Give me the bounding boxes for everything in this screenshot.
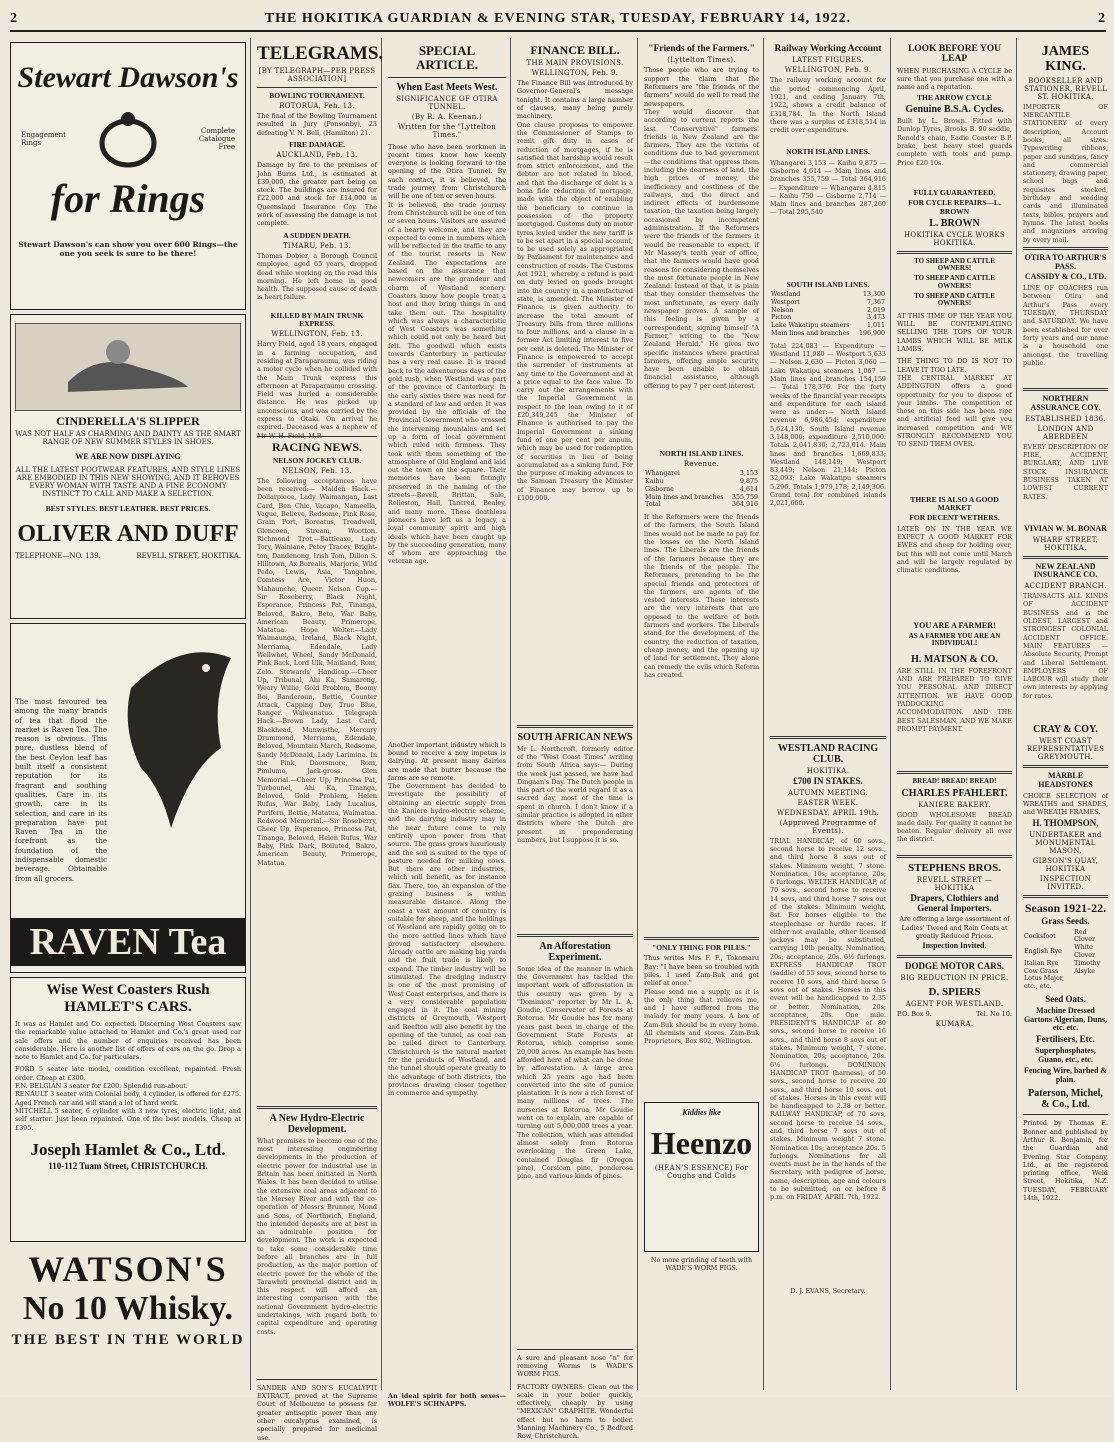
racing-secretary: D. J. EVANS, Secretary. [790, 1286, 866, 1295]
reduced-line: Are offering a large assortment of Ladies' Tweed and Rain Coats at greatly Reduced Prices. [899, 915, 1010, 941]
only-thing-text: Thus writes Mrs F. F., Tokomaru Bay: "I have been so troubled with piles. I used Zam-Buk and got relief at once." [644, 954, 759, 988]
wethers-body: LATER ON IN THE YEAR WE EXPECT A GOOD MARKET FOR EWES and sheep for holding over, but this will not come until March and will be largely regulated by climatic conditions. [897, 524, 1012, 575]
hamlet-cars-ad [10, 977, 246, 1242]
greymouth-reps: WEST COAST REPRESENTATIVES GREYMOUTH. [1026, 737, 1105, 762]
hamlet-heading: Wise West Coasters Rush HAMLET'S CARS. [46, 982, 210, 1015]
nis-heading: NORTH ISLAND LINES. [786, 147, 870, 157]
railway-dateline: WELLINGTON, Feb. 9. [784, 66, 872, 75]
death-text: Thomas Dobier, a Borough Council employee, aged 65 years, dropped dead while working on the road this morning. He left home in good health. The supposed cause of death is heart failure. [257, 251, 377, 302]
killed-dateline: WELLINGTON, Feb. 13. [271, 330, 363, 339]
afforestation-heading: An Afforestation Experiment. [539, 940, 611, 963]
table-row [770, 291, 886, 299]
heenzo-subtitle: (HEAN'S ESSENCE) For Coughs and Colds [654, 1164, 749, 1181]
h-thompson: H. THOMPSON, [1032, 817, 1099, 828]
table-cell: Main lines and branches [771, 329, 850, 337]
finance-bill-heading: FINANCE BILL. [530, 43, 620, 57]
fire-dateline: AUCKLAND, Feb. 13. [276, 151, 358, 160]
table-cell: Italian Rye [1024, 959, 1059, 967]
wharf-street: WHARF STREET, HOKITIKA. [1032, 535, 1099, 552]
north-island-revenue-table [644, 470, 759, 509]
cinderella-heading: CINDERELLA'S SLIPPER [56, 414, 200, 428]
meeting-date: WEDNESDAY, APRIL 19th. [776, 808, 880, 817]
gibsons-quay: GIBSON'S QUAY, HOKITIKA [1032, 856, 1099, 873]
watsons-whisky-ad [10, 1248, 246, 1358]
raven-bird-icon [111, 628, 241, 888]
cassidy-body: LINE OF COACHES run between Otira and Arthur's Pass every TUESDAY, THURSDAY and SATURDAY. We have been established for over forty years and our name is a household one amongst the travelling public. [1023, 284, 1108, 367]
table-row [644, 494, 759, 502]
racing-heading: RACING NEWS. [271, 440, 362, 455]
table-row [770, 314, 886, 322]
james-king-body: IMPORTER OF MERCANTILE STATIONERY of every description, Account books, all sizes. Typewriting ribbons, paper and sundries, fancy and commercial stationery, drawing paper, school bags and requisites stocked, birthday and wedding cards and illuminated texts, bibles, prayers and hymns. The latest books and magazines arriving by every mail. [1023, 102, 1108, 244]
hamlet-body: It was as Hamlet and Co. expected: Discerning West Coasters saw the remarkable value attached to Hamlet and Co.'s great used car sale offers and the number of enquiries received has been considerable. Here is another list of offers of cars on the go. Drop a note to Hamlet and Co. for particulars. [15, 1020, 241, 1062]
heenzo-brand: Heenzo [650, 1125, 753, 1162]
column-special-article [384, 38, 511, 1409]
table-cell: White Clover [1074, 944, 1096, 959]
look-text: WHEN PURCHASING A CYCLE be sure that you purchase one with a name and a reputation. [897, 66, 1012, 92]
table-cell [1073, 975, 1108, 991]
table-row [770, 307, 886, 315]
bowling-dateline: ROTORUA, Feb. 13. [279, 102, 355, 111]
article-lead: Those who have been workmen in recent times know how keenly everyone is looking forward to the opening of the Otira Tunnel. By such contact, it is believed, the trade journey from Christchurch will be one of ten or seven hours. [388, 142, 506, 201]
paterson-michel: Paterson, Michel, & Co., Ltd. [1028, 1088, 1103, 1111]
finance-lead: The Finance Bill was introduced by Governor-General's message tonight. It contains a large number of clauses, many being purely machinery. [517, 79, 633, 121]
season-heading: Season 1921-22. [1024, 900, 1107, 915]
table-cell: 3,153 [739, 470, 758, 478]
south-island-revenue-table [770, 291, 886, 338]
total-value: 364,916 [731, 501, 758, 509]
oliver-duff-ad [10, 314, 246, 619]
friends-source: (Lyttelton Times). [667, 56, 736, 65]
cassidy: CASSIDY & CO., LTD. [1024, 272, 1107, 282]
dodge-motor-cars: DODGE MOTOR CARS. [904, 961, 1005, 972]
bsa-text: Built by L. Brown. Fitted with Dunlop Tyres, Brooks B. 90 saddle, Renold's chain, Eadie Coaster B.P. brake, best heavy steel guards complete with tools and pump. Price £20 10s. [897, 117, 1012, 167]
table-cell: 3,473 [866, 314, 885, 322]
friends-lead: Those people who are trying to support the claim that the Reformers are "the friends of the farmers" would do well to read the newspapers. [644, 66, 759, 108]
column-right-ads [1019, 38, 1112, 1390]
table-cell: English Rye [1024, 948, 1062, 956]
finance-dateline: WELLINGTON, Feb. 9. [531, 69, 619, 78]
stewart-dawson-ad [10, 42, 246, 310]
seeds-table [1023, 929, 1108, 991]
drapers-line: Drapers, Clothiers and General Importers. [910, 892, 999, 913]
bread-body: GOOD WHOLESOME BREAD made daily. For quality it cannot be beaten. Regular delivery all over the district. [897, 810, 1012, 844]
column-railway-account [766, 38, 891, 1390]
nelson-dateline: NELSON, Feb. 13. [281, 466, 353, 475]
good-market: THERE IS ALSO A GOOD MARKET [910, 494, 999, 513]
table-row [644, 470, 759, 478]
for-rings-heading: for Rings [50, 176, 206, 221]
stephens-bros: STEPHENS BROS. [908, 861, 1001, 874]
machine-dressed: Machine Dressed Gartons Algerian, Duns, etc. etc. [1023, 1005, 1108, 1033]
article-written-for: Written for the "Lyttelton Times." [397, 122, 497, 139]
latest-figures: LATEST FIGURES. [792, 56, 864, 65]
matson-body: ARE STILL IN THE FOREFRONT AND ARE PREPARED TO GIVE YOU PERSONAL AND DIRECT ATTENTION. WE HAVE GOOD PADDOCKING ACCOMMODATION. AND THE BEST SALESMAN, AND WE MAKE PROMPT PAYMENT. [897, 666, 1012, 733]
table-cell: Cocksfoot [1024, 932, 1056, 940]
big-reduction: BIG REDUCTION IN PRICE. [900, 974, 1009, 983]
slipper-illustration [15, 323, 241, 411]
friends-body-1: They would discover that according to current reports the last "Conservative" farmers' friends in New Zealand are the farmers. They are the victims of conditions due to bad government—the conditions that oppress them including the dearness of land, the high prices of money, the inefficiency and costliness of the railways, and the direct and indirect effects of burdensome taxation, the taxation being largely occasioned by incompetent administration. If the Reformers were the friends of the farmers it would be reasonable to expect, if Mr Massey's tenth year of office, that the farmers would have good reasons for considering themselves the most fortunate people in New Zealand. Instead of that, it is plain that they consider themselves the most unfortunate, as every daily newspaper proves. A sample of this feeling is given by a correspondent, signing himself "A Farmer," writing to the "New Zealand Herald." He gives two specific instances where practical farmers, offering ample security, have been unable to obtain financial assistance, although offering to pay 7 per cent interest. [644, 107, 759, 390]
killed-heading: KILLED BY MAIN TRUNK EXPRESS. [270, 310, 364, 329]
press-association-line: [BY TELEGRAPH—PER PRESS ASSOCIATION] [258, 66, 376, 83]
friends-body-2: If the Reformers were the friends of the farmers, the South Island lines would not be made to pay for the losses on the North Island lines. The Liberals are the friends of the farmers because they are the friends of the people. The Reformers, pretending to be the special friends and protectors of the farmers, are agents of the vested interests. These interests are the very interests that are opposed to the welfare of both farmers and workers. The Liberals stand for the development of the country, the reduction of taxation, cheap money, and the opening up of land for settlement. They alone can remedy the evils which Reform has created. [644, 513, 759, 679]
telegrams-heading: TELEGRAMS. [257, 43, 384, 64]
page-number-right: 2 [1097, 11, 1106, 26]
fire-heading: FIRE DAMAGE. [289, 140, 345, 150]
table-cell: Alsyke [1074, 967, 1096, 975]
james-king: JAMES KING. [1041, 44, 1090, 75]
hydro-text: What promises to become one of the most interesting engineering developments in the production of electric power for industrial use in Britain has been initiated in North Wales. It has been decided to utilise the extensive coal areas adjacent to the Mersey River and with the co-operation of Messrs Brunner, Mond and Sons, of Northwich, England, the intended deposits are at best in an admirable position for development. The work is expected to take some considerable time before all branches are in full production, as the major portion of electric power for the whole of the Tarawhiti provincial district and in this respect will afford an interesting comparison with the national Government hydro-electric undertakings, with regard both to capital expenditure and operating costs. [257, 1136, 377, 1336]
table-cell: Gisborne [645, 485, 674, 493]
column-advertisements-left [6, 38, 251, 1390]
bookseller: BOOKSELLER AND STATIONER, REVELL ST. HOKITIKA. [1024, 76, 1107, 101]
kaniere-bakery: KANIERE BAKERY. [918, 800, 991, 809]
hokitika-label: HOKITIKA. [806, 766, 850, 775]
table-cell: Westland [771, 290, 801, 298]
table-cell: Timothy [1074, 959, 1101, 967]
oliver-duff-phone: TELEPHONE—NO. 139. [15, 552, 101, 561]
wade-worm-figs-ad: A sure and pleasant nose "n" for removing Worms is WADE'S WORM FIGS. [517, 1353, 633, 1379]
worm-figs-line: No more grinding of teeth with WADE'S WORM FIGS. [650, 1255, 753, 1272]
nz-insurance: NEW ZEALAND INSURANCE CO. [1033, 561, 1098, 580]
column-telegrams [253, 38, 384, 1442]
charles-pfahlert: CHARLES PFAHLERT. [901, 787, 1008, 799]
engagement-note: Engagement Rings [21, 131, 66, 147]
heenzo-ad [644, 1102, 759, 1252]
table-row [1023, 975, 1108, 991]
undertaker: UNDERTAKER and MONUMENTAL MASON, [1029, 830, 1102, 855]
d-spiers: D. SPIERS [928, 986, 981, 999]
raven-tea-brand: RAVEN Tea [11, 918, 245, 966]
seed-oats: Seed Oats. [1045, 993, 1086, 1004]
only-thing-heading: "ONLY THING FOR PILES." [652, 943, 751, 953]
sis-heading: SOUTH ISLAND LINES. [786, 279, 870, 289]
table-cell: 196,900 [858, 329, 885, 337]
hamlet-address: 110-112 Tuam Street, CHRISTCHURCH. [48, 1160, 208, 1171]
watsons-name: WATSON'S [28, 1249, 228, 1289]
railway-body: Total 224,083 — Expenditure — Westland 11,980 — Westport 5,633 — Nelson 2,630 — Picton 3,060 — Lake Wakatipu steamers 1,067 — Main lines and branches 154,159 — Total 178,376. For the forty weeks of the financial year receipts and expenditure for each island were as under:— North Island revenue 6,986,454; expenditure 5,624,130. South Island revenue 3,148,000; expenditure 2,510,000. Totals 2,041,830; 2,723,014. Main lines and branches 1,669,833; Westland 148,149; Westport 83,449; Nelson 21,144; Picton 32,093; Lake Wakatipu steamers 5,296. Totals 1,979,178; 2,149,306. Grand total for combined islands 2,021,660. [770, 341, 886, 508]
bowling-text: The final of the Bowling Tournament resulted in Jury (Ponsonby), 23 defeating V. N. Bell, (Hamilton) 21. [257, 112, 377, 137]
lambs-text: AT THIS TIME OF THE YEAR YOU WILL BE CONTEMPLATING SELLING THE TOPS OF YOUR LAMBS WHICH WILL BE MILK LAMBS. [897, 311, 1012, 354]
sheep-owners-1: TO SHEEP AND CATTLE OWNERS! [914, 256, 995, 273]
table-cell: Kaihu [645, 477, 664, 485]
wreath-selection: CHOICE SELECTION of WREATHS and SHADES, and WREATH FRAMES. [1023, 791, 1108, 817]
death-dateline: TIMARU, Feb. 13. [282, 241, 352, 250]
racing-programme: TRIAL HANDICAP, of 60 sovs., second horse to receive 12 sovs., and third horse 8 sovs out of stakes. Minimum weight, 7 stone. Nomination, 10s; acceptance, 20s; 6 furlongs. WELTER HANDICAP, of 70 sovs., second horse to receive 14 sovs, and third horse 7 sovs out of the stakes. Minimum weight, 8st. For horses eligible to the steeplechase or hurdle races. If either not available, other licensed jockeys may be substituted, carrying 10lb penalty. Nomination, 20s; acceptance, 20s. 6½ furlongs. EXPRESS HANDICAP TROT (saddle) of 55 sovs, second horse to receive 10 sovs, and third horse 5 sovs out of stakes. Horses in this event will be handicapped to 2.35 or better. Nomination, 20s; acceptance, 20s. One mile. PRESIDENT'S HANDICAP of 80 sovs., second horse to receive 16 sovs., and third horse 8 sovs out of stakes. Minimum weight, 7 stone. Nomination, 20s; acceptance, 20s. 6½ furlongs. DOMINION HANDICAP TROT (harness), of 50 sovs., second horse to receive 20 sovs., and third horse 10 sovs. out of stakes. Horses in this event will be handicapped to 2.38 or better. RAILWAY HANDICAP, of 70 sovs, second horse to receive 14 sovs., and third horse 7 sovs out of stakes. Minimum weight 7 stone. Nomination 10s; acceptance 20s. 5 furlongs. Nominations for all events must be in the hands of the Secretary, with pedigree of horse, name, description, age and colours to be submitted, on or before 8 p.m. on FRIDAY, APRIL 7th, 1922. [770, 836, 886, 1202]
telephone: Tel. No 10. [976, 1010, 1012, 1019]
the-thing-to-do: THE THING TO DO IS NOT TO LEAVE IT TOO LATE. [897, 357, 1012, 374]
death-heading: A SUDDEN DEATH. [283, 230, 351, 240]
table-cell: Main lines and branches [645, 493, 724, 501]
thompson-inspection: INSPECTION INVITED. [1039, 874, 1092, 891]
article-body-2: The Government has decided to investigate the possibility of obtaining an electric supply from the Kaniere hydro-electric scheme, and the dairying industry may in the near future come to rely entirely upon power from that source. The grass grows luxuriously and the soil is suited to the type of pasture needed for milking cows. But there are other industries, which will benefit, as for instance flax. There, too, an expansion of the grazing business is within measurable distance. Along the coast a vast amount of country is suitable for sheep, and the holdings of Westland are rapidly going on to the more settled lines which have proved satisfactory elsewhere. Already cattle are making big yards and the fruit trade is likely to expand. The timber industry will be stimulated. The dredging industry is one of the most promising of West Coast enterprises, and there is a very considerable population engaged in it. The coal mining districts of Greymouth, Westport and Reefton will also benefit by the opening of the tunnel, as coal can be railed direct to Canterbury. Christchurch is the natural market for the products of Westland, and the tunnel should operate greatly to the advantage of both districts, the provinces drawing closer together in commerce and sympathy. [388, 782, 506, 1098]
westland-racing-heading: WESTLAND RACING CLUB. [777, 742, 879, 765]
hamlet-offer-mitchell: MITCHELL 5 seater, 6 cylinder with 3 new tyres, electric light, and self starter. Just been repainted. One of the best models. Cheap at £395. [15, 1106, 241, 1132]
table-row [770, 322, 886, 330]
raven-tea-copy: The most favoured tea among the many brands of tea that flood the market is Raven Tea. The reason is obvious. This pure, dustless blend of the best Ceylon leaf has built itself a consistent reputation for its fragrant and soothing qualities. Care in its growth, care in its selection, and care in its preparation have put Raven Tea in the forefront as the foundation of the indispensable domestic beverage. Obtainable from all grocers. [15, 698, 107, 883]
railway-lead: The railway working account for the period commencing April, 1921, and ending January 7th, 1922, shows a credit balance of £318,784. In the North Island there was a surplus of £318,514 in credit over expenditure. [770, 76, 886, 135]
hydro-heading: A New Hydro-Electric Development. [269, 1112, 365, 1135]
decent-wethers: FOR DECENT WETHERS. [909, 513, 1000, 523]
kiddies-like: Kiddies like [682, 1107, 721, 1117]
otira-arthurs-pass: OTIRA TO ARTHUR'S PASS. [1024, 252, 1107, 271]
table-cell: Whangarei [645, 470, 680, 478]
programme-note: (Approved Programme of Events). [779, 818, 877, 835]
cinderella-line1: WAS NOT HALF AS CHARMING AND DAINTY AS THE SMART RANGE OF NEW SUMMER STYLES IN SHOES. [15, 430, 241, 447]
you-are-farmer: YOU ARE A FARMER! [913, 620, 996, 630]
table-cell: 4,614 [739, 485, 758, 493]
best-line: BEST STYLES. BEST LEATHER. BEST PRICES. [45, 503, 211, 513]
factory-owners-ad: FACTORY OWNERS: Clean out the scale in your boiler quickly, effectively, cheaply by using "MEXICAN" GRAPHITE. Wonderful effect but no harm to boiler. Manning Machinery Co., 5 Bedford Row, Christchurch. [517, 1382, 633, 1441]
watsons-no10: No 10 Whisky. [22, 1290, 234, 1327]
cray-coy: CRAY & COY. [1033, 724, 1098, 736]
page-number-left: 2 [10, 11, 18, 26]
nis-figures: Whangarei 3,153 — Kaihu 9,875 — Gisborne 4,614 — Main lines and branches 355,759 — Total 364,916 — Expenditure — Whangarei 4,815 — Kaihu 750 — Gisborne 2,714 — Main lines and branches 287,260 — Total 295,540 [770, 158, 886, 217]
article-mid: Another important industry which is bound to receive a new impetus is dairying. At present many dairies are made that butter because the farms are so remote. [388, 740, 506, 782]
hamlet-offer-renault: RENAULT 3 seater with Colonial body, 4 cylinder, is offered for £275. Aged French car and will stand a lot of hard work. [15, 1090, 241, 1107]
table-cell: 7,367 [866, 298, 885, 306]
catalogue-note: Complete Catalogue Free [198, 127, 235, 151]
south-african-text: Mr L. Northcroft, formerly editor of the "West Coast Times" writing from South Africa says:— During the week just passed, we have had Dingaan's Day. The Dutch people in this part of the world regard it as a sacred day, most of the time is spent in church. I don't know if a similar practice is adopted in other districts where the Dutch are present in preponderating numbers, but I suppose it is so. [517, 744, 633, 844]
friends-heading: "Friends of the Farmers." [648, 44, 755, 54]
displaying-line: WE ARE NOW DISPLAYING [75, 451, 181, 461]
north-island-table-heading: NORTH ISLAND LINES. [659, 448, 744, 458]
as-farmer: AS A FARMER YOU ARE AN INDIVIDUAL! [908, 631, 1001, 648]
killed-text: Harry Field, aged 18 years, engaged in a farming occupation, and residing at Paraparaumu, was riding a motor cycle when he collided with the Main Trunk express this afternoon at Paraparaumu crossing. Field was hurled a considerable distance. He was picked up unconscious, and was carried by the express to Otaki. On arrival he expired. Deceased was a nephew of Mr W. H. Field, M.P. [257, 340, 377, 440]
vivian-bonar: VIVIAN W. M. BONAR [1024, 523, 1107, 533]
table-cell: Nelson [771, 306, 794, 314]
oliver-duff-name: OLIVER AND DUFF [17, 521, 239, 548]
table-cell: Red Clover [1074, 928, 1096, 944]
table-cell: 1,011 [866, 322, 885, 330]
table-row [644, 478, 759, 486]
masthead [10, 8, 1106, 32]
table-cell: 9,875 [739, 477, 758, 485]
hamlet-offer-fn: F.N. BELGIAN 3 seater for £200. Splendid run-about. [15, 1082, 188, 1091]
column-friends-of-farmers [640, 38, 764, 1390]
cycle-works: HOKITIKA CYCLE WORKS HOKITIKA. [904, 230, 1005, 247]
northern-assurance: NORTHERN ASSURANCE COY. [1030, 394, 1101, 412]
table-row [644, 486, 759, 494]
otira-significance: SIGNIFICANCE OF OTIRA TUNNEL. [396, 94, 498, 111]
masthead-title: THE HOKITIKA GUARDIAN & EVENING STAR, TUESDAY, FEBRUARY 14, 1922. [264, 11, 852, 26]
nelson-jockey-club: NELSON JOCKEY CLUB. [272, 455, 362, 465]
po-box: P.O. Box 9. [897, 1010, 932, 1019]
marble-headstones: MARBLE HEADSTONES [1038, 771, 1093, 789]
fertilisers: Fertilisers, Etc. [1036, 1034, 1095, 1045]
main-provisions: THE MAIN PROVISIONS. [526, 59, 624, 68]
oliver-duff-street: REVELL STREET, HOKITIKA. [136, 552, 241, 561]
superphosphates: Superphosphates, Guano, etc., etc. [1035, 1046, 1096, 1064]
stewart-dawson-name: Stewart Dawson's [17, 61, 239, 94]
table-cell: 355,759 [731, 493, 758, 501]
racing-acceptances-text: The following acceptances have been received:— Maiden Hack.—Dollarpiece, Lady Waimangan, Last Card, Ben Chic, Vacapo, Nameella, Vague, Believe, Redsome, Pink Rose, Grain Port, Boreatus, Treadwell, Glencoen, Stream, Wootton. Richmond Trot.—Battleaxe, Lady Tory, Wainiane, Petey Tracey, Bright-ton, Dandenong, Irish Tom, Dillon S. Hilltown, Ax Borealis, Marjorie, Wild Pedo, Lewis, Asia, Tangahoe, Comtess Ace, Victor Huon, Mahaunche, Queer. Nelson Cup.—Sir Roseberry, Black Night, Esperance, Princess Pat, Tinanga, Beloved, Bakro, Beto, War Baby, American Beauty, Primerope, Matatua. Hope Welter.—Lady Waimaunga, Ireland, Black Night, Merriama, Edendale, Lady Wellwhet, Wheel, Sandy McDonald, Pink Back, Lord Ulk, Maitland, Rom, Zelo. Stewards' Handicap.—Cheer Up, Tribunal, Ahi Ka, Samarong, Weary Willie, Gold Problem, Boomy Boi, Banderoun, Bettie, Counter Attack, Capping Day, True Blue, Ranger. Waiwanatuo. Telegraph Hack.—Brown Lady, Last Card, Blackhead, Munwisthe, Mercury Drummond, Merriama, Edendale, Beloved, Mountain March, Redsome, Sandy McDonald, Lady Larimina. In the Pink, Doorsmore, Rom, Pimlumo, Jack-gross. Glen Memorial.—Cheer Up, Princess Pat, Turbounel, Ahi Ka, Tinanga, Beloved, Gold Problem, Helen Rufus, War Baby, Lady Lucalius, Purifern, Bettie, Matatua, Waimatua. Redwood Memorial.—Sir Roseberry, Cheer Up, Esperance, Princess Pat, Tinanga, Beloved, Helen Rufus, War Baby, Pink Dark, Boiluted, Bakro, American Beauty, Primerope, Matatua. [257, 476, 377, 867]
bsa-cycles: Genuine B.S.A. Cycles. [905, 104, 1004, 116]
hamlet-firm: Joseph Hamlet & Co., Ltd. [30, 1139, 226, 1159]
bowling-heading: BOWLING TOURNAMENT. [269, 90, 365, 100]
arrow-cycle: THE ARROW CYCLE [917, 92, 992, 102]
fire-text: Damage by fire to the premises of John Burns Ltd., is estimated at £39,000, the greater part being on stock. The buildings are insured for £22,000 and stock for £14,000 in Queensland Insurance Coy. The work of assessing the damage is not complete. [257, 161, 377, 228]
finance-body: One clause proposes to empower the Commissioner of Stamps to remit gift duty in cases of reduction of mortgages, if he is satisfied that hardship would result from strict enforcement, and the debtor are not related in blood, and that the discharge of debt is a bona fide reduction of mortgage, made with the object of enabling the beneficiary to continue in possession of the property mortgaged. Customs duty on motor tyres levied under the new tariff is to be set apart in a special account, to be used solely as appropriated by Parliament for maintenance and construction of roads. The Customs Act 1921, whereby a refund is paid on duty levied on goods brought into the country in a manufactured state, is amended. The Minister of Finance is given authority to increase the total amount of Treasury bills from three millions to four millions, and a clause in a former Act limiting interest to five per cent is deleted. The Minister of Finance is empowered to accept the surrender of instruments at any time to the Government and at a price equal to the face value. To carry out the arrangements with the Imperial Government in respect to the loan owing to it of £20,349,245 the Minister of Finance is authorised to pay the Imperial Government a sinking fund of one per cent per annum, which may be used for redemption of securities in lieu of being accumulated as a sinking fund. For the purpose of making advances to the Samoan Treasury the Minister of Finance may borrow up to £100,000. [517, 120, 633, 503]
h-matson: H. MATSON & CO. [911, 653, 998, 665]
established: ESTABLISHED 1836. [1025, 414, 1106, 423]
for-cycle-repairs: FOR CYCLE REPAIRS—L. BROWN [908, 198, 1001, 216]
table-row [1023, 960, 1108, 968]
column-finance-bill [513, 38, 638, 1441]
slipper-icon [58, 332, 198, 402]
kumara: KUMARA. [935, 1020, 974, 1029]
stewart-dawson-tagline: Stewart Dawson's can show you over 600 Rings—the one you seek is sure to be there! [18, 240, 238, 258]
watsons-tagline: THE BEST IN THE WORLD [11, 1332, 245, 1348]
bread-line: BREAD! BREAD! BREAD! [912, 776, 997, 785]
zam-buk-body: Please send me a supply, as it is the only thing that relieves me, and I have suffered from the malady for many years. A box of Zam-Buk should be in every home. All chemists and stores. Zam-Buk Proprietors, Box 802, Wellington. [644, 987, 759, 1046]
table-cell: Lotus Major, etc., etc. [1024, 975, 1065, 991]
nz-insurance-body: TRANSACTS ALL KINDS OF ACCIDENT BUSINESS and is the OLDEST, LARGEST and STRONGEST COLONIAL ACCIDENT OFFICE. MAIN FEATURES — Absolute Security, Prompt and Liberal Settlement. EMPLOYERS OF LABOUR will study their own interests by applying for rates. [1023, 592, 1108, 700]
autumn-meeting: AUTUMN MEETING. [787, 788, 869, 797]
railway-heading: Railway Working Account [774, 44, 882, 54]
raven-tea-ad [10, 623, 246, 973]
ring-icon [93, 109, 163, 169]
l-brown: L. BROWN [929, 217, 980, 229]
accident-branch: ACCIDENT BRANCH. [1024, 582, 1107, 591]
revell-street: REVELL STREET — HOKITIKA [916, 875, 993, 892]
table-cell: Picton [771, 314, 792, 322]
lambs-body: THE CENTRAL MARKET AT ADDINGTON offers a good opportunity for you to dispose of your lambs. The competition of those on this side has been ripe and artificial feed will give you increased competition and WE STRONGLY RECOMMEND YOU TO SEND THEM OVER. [897, 373, 1012, 449]
printer-imprint: Printed by Thomas E. Bonner and published by Arthur R. Benjamin, for the Guardian and Evening Star Company, Ltd., at the registered printing office, Weld Street, Hokitika, N.Z. TUESDAY, FEBRUARY 14th, 1922. [1023, 1119, 1108, 1203]
table-cell: Westport [771, 298, 800, 306]
table-cell: Cow Grass [1024, 967, 1059, 975]
table-row [1023, 929, 1108, 945]
table-cell: Lake Wakatipu steamers [771, 322, 850, 330]
table-row [770, 330, 886, 338]
when-east-meets-west-heading: When East Meets West. [396, 81, 498, 93]
table-row [644, 501, 759, 509]
table-cell: 2,019 [866, 306, 885, 314]
agent-westland: AGENT FOR WESTLAND. [905, 1000, 1004, 1009]
table-row [1023, 944, 1108, 960]
sheep-owners-2: TO SHEEP AND CATTLE OWNERS! [914, 274, 995, 290]
grass-seeds: Grass Seeds. [1041, 915, 1090, 926]
revenue-label: Revenue. [683, 460, 720, 469]
look-before-leap: LOOK BEFORE YOU LEAP [907, 44, 1002, 65]
london-aberdeen: LONDON AND ABERDEEN [1037, 424, 1094, 441]
wolfe-schnapps-ad: An ideal spirit for both sexes—WOLFE'S SCHNAPPS. [388, 1392, 506, 1409]
afforestation-text: Some idea of the manner in which the Government has tackled the important work of afforestation in this country was given by a "Dominion" reporter by Mr L. A. Goudie, Conservator of Forests at Rotorua. Mr Goudie has for many years past been in charge of the Government State Forests at Rotorua, which comprise some 20,000 acres. An example has been afforded here of what can be done by afforestation. A large area which 25 years ago had been converted into the site of pumice plantation. It is now a rich forest of many millions of trees. The nurseries at Rotorua, Mr Goudie went on to explain, are capable of turning out 5,000,000 trees a year. The collection, which was attended almost solely from Rotorua overlooking the Green Lake, contained Douglas fir (Oregon pine), Corsican pine, ponderosa pine, and various kinds of pines. [517, 964, 633, 1181]
fully-guaranteed: FULLY GUARANTEED. [913, 188, 996, 198]
cinderella-line3: ALL THE LATEST FOOTWEAR FEATURES, AND STYLE LINES ARE EMBODIED IN THIS NEW SHOWING, AND IT BEHOVES EVERY WOMAN WITH TASTE AND A FINE ECONOMY INSTINCT TO CALL AND MAKE A SELECTION. [15, 465, 241, 499]
inspection-invited: Inspection Invited. [922, 941, 987, 951]
column-local-ads [893, 38, 1017, 1390]
fencing-wire: Fencing Wire, barbed & plain. [1023, 1065, 1108, 1084]
table-row [1023, 968, 1108, 976]
sheep-owners-3: TO SHEEP AND CATTLE OWNERS! [914, 291, 995, 308]
hamlet-offer-ford: FORD 5 seater late model, condition excellent, repainted. Fresh order. Cheap at £300. [15, 1065, 241, 1082]
table-row [770, 299, 886, 307]
article-body-1: It is believed, the trade journey from Christchurch will be one of ten or seven hours. Visitors are assured of a hearty welcome, and they are expected to come in numbers which will be reflected in the traffic to any of the tourist resorts in New Zealand. The expectations are based on the assurance that newcomers are the grandeur and charm of Westland scenery. Coasters know how people treat a host and they bring things in and take them out. The hospitality which was always a characteristic of West Coasters was something which could not only be heard but felt. The goodwill which exists towards Canterbury in particular has a very real cause. It is traced back to the adventurous days of the gold rush, when Westland was part of the province of Canterbury. In the early sixties there was need for a standard of law and order. It was provided by the officials of the Provincial Government who crossed the intervening mountains and set up a form of local government which ruled with firmness. They took with them something of the atmosphere of Old England and laid out the town on the square. Their memories have been fittingly preserved in the naming of the streets—Revell, Brittan, Sale, Rolleston, Hall, Tancred, Bealey, and many more. These deathless pioneers have left us a legacy, a loyal community spirit and high ideals which have been caught up by the succeeding generation, many of whom are approaching the veteran age. [388, 200, 506, 566]
northern-body: EVERY DESCRIPTION OF FIRE, ACCIDENT, BURGLARY, AND LIVE STOCK INSURANCE BUSINESS TAKEN AT LOWEST CURRENT RATES. [1023, 442, 1108, 501]
table-cell: 13,300 [862, 290, 885, 298]
easter-week: EASTER WEEK. [797, 798, 859, 807]
sander-eucalypti-ad: SANDER AND SON'S EUCALYPTI EXTRACT, proved at the Supreme Court of Melbourne to possess far greater antiseptic power than any other eucalyptus examined, is specially prepared for medicinal use. [257, 1383, 377, 1442]
article-byline: (By R. A. Keenan.) [411, 112, 483, 121]
total-label: Total [645, 501, 661, 509]
special-article-heading: SPECIAL ARTICLE. [415, 43, 479, 73]
south-african-news-heading: SOUTH AFRICAN NEWS [517, 731, 633, 743]
stakes-label: £700 IN STAKES. [793, 775, 863, 786]
